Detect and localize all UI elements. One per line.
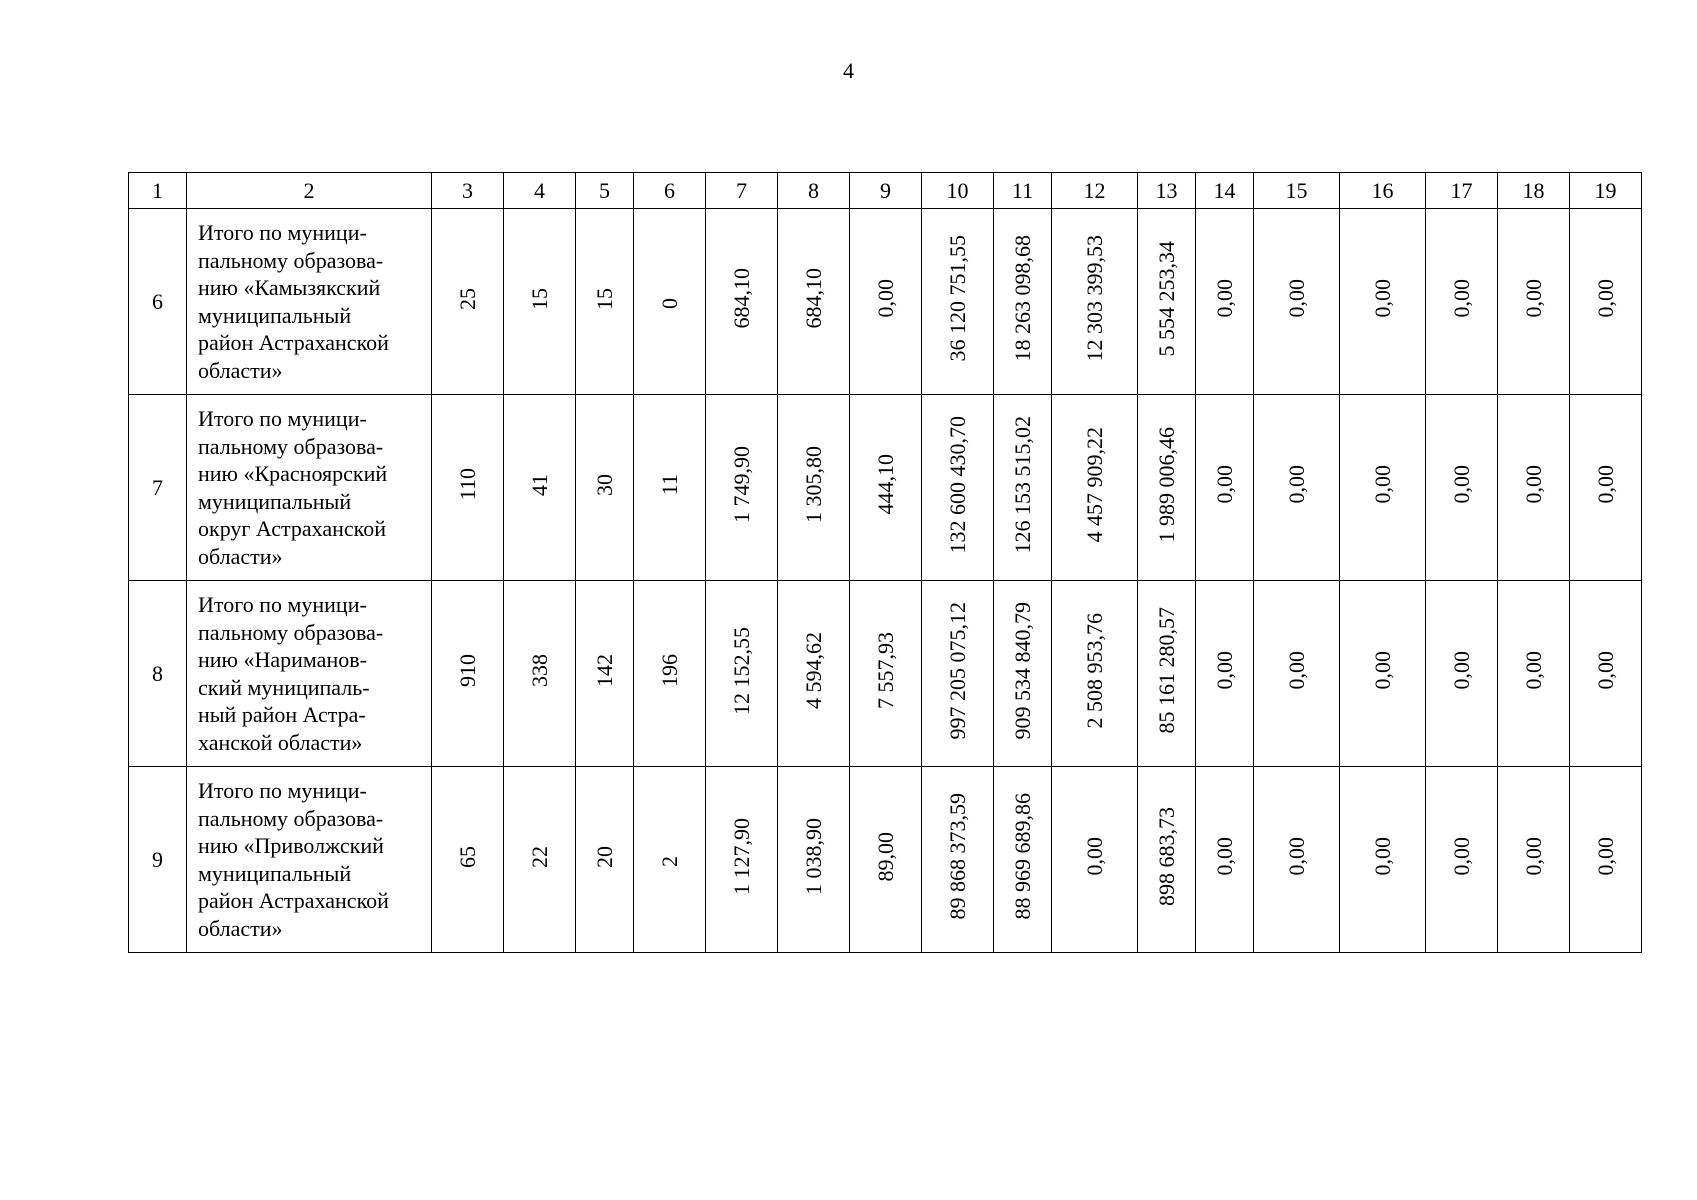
cell-value: 20 bbox=[591, 845, 617, 868]
municipality-name-cell bbox=[187, 395, 432, 581]
cell-value: 110 bbox=[454, 468, 480, 501]
cell-value: 0,00 bbox=[1369, 837, 1395, 876]
cell-value: 1 305,80 bbox=[800, 446, 826, 523]
cell-value: 684,10 bbox=[800, 268, 826, 329]
municipality-name-line: пальному образова- bbox=[198, 619, 384, 645]
value-cell bbox=[778, 395, 850, 581]
value-cell bbox=[706, 767, 778, 953]
value-cell bbox=[994, 395, 1052, 581]
column-header: 13 bbox=[1138, 173, 1196, 209]
value-cell bbox=[1340, 581, 1426, 767]
cell-value: 0,00 bbox=[1520, 465, 1546, 504]
municipality-name-line: нию «Красноярский bbox=[198, 461, 388, 486]
value-cell bbox=[634, 767, 706, 953]
value-cell bbox=[994, 581, 1052, 767]
value-cell bbox=[432, 581, 504, 767]
column-header: 19 bbox=[1570, 173, 1642, 209]
table-row bbox=[129, 395, 1642, 581]
value-cell bbox=[1052, 767, 1138, 953]
cell-value: 88 969 689,86 bbox=[1009, 793, 1035, 920]
value-cell bbox=[432, 209, 504, 395]
cell-value: 684,10 bbox=[728, 268, 754, 329]
cell-value: 0,00 bbox=[1211, 465, 1237, 504]
column-header: 7 bbox=[706, 173, 778, 209]
row-number: 7 bbox=[129, 395, 187, 581]
column-header: 8 bbox=[778, 173, 850, 209]
value-cell bbox=[994, 209, 1052, 395]
municipality-name-line: муниципальный bbox=[198, 302, 352, 328]
cell-value: 0,00 bbox=[1448, 279, 1474, 318]
column-header: 9 bbox=[850, 173, 922, 209]
cell-value: 997 205 075,12 bbox=[944, 601, 970, 740]
municipality-name-line: ный район Астра- bbox=[198, 702, 366, 727]
cell-value: 132 600 430,70 bbox=[944, 415, 970, 554]
municipality-name-cell bbox=[187, 767, 432, 953]
column-header: 4 bbox=[504, 173, 576, 209]
value-cell bbox=[1196, 395, 1254, 581]
value-cell bbox=[1570, 767, 1642, 953]
value-cell bbox=[1196, 209, 1254, 395]
value-cell bbox=[1138, 395, 1196, 581]
value-cell bbox=[1498, 395, 1570, 581]
value-cell bbox=[850, 767, 922, 953]
page-number: 4 bbox=[843, 58, 854, 83]
cell-value: 41 bbox=[526, 473, 552, 496]
municipality-name-line: пальному образова- bbox=[198, 247, 384, 273]
row-number: 9 bbox=[129, 767, 187, 953]
value-cell bbox=[1254, 395, 1340, 581]
value-cell bbox=[432, 767, 504, 953]
value-cell bbox=[922, 395, 994, 581]
cell-value: 0,00 bbox=[1369, 279, 1395, 318]
cell-value: 444,10 bbox=[872, 454, 898, 515]
cell-value: 15 bbox=[591, 287, 617, 310]
value-cell bbox=[1340, 209, 1426, 395]
cell-value: 0,00 bbox=[1369, 651, 1395, 690]
cell-value: 1 038,90 bbox=[800, 818, 826, 895]
value-cell bbox=[1426, 395, 1498, 581]
column-header: 1 bbox=[129, 173, 187, 209]
value-cell bbox=[1052, 395, 1138, 581]
value-cell bbox=[504, 209, 576, 395]
value-cell bbox=[778, 581, 850, 767]
value-cell bbox=[778, 767, 850, 953]
value-cell bbox=[504, 395, 576, 581]
value-cell bbox=[1498, 581, 1570, 767]
value-cell bbox=[1254, 581, 1340, 767]
municipality-name-cell bbox=[187, 581, 432, 767]
municipality-name-line: Итого по муници- bbox=[198, 592, 367, 617]
municipality-name-line: пальному образова- bbox=[198, 433, 384, 459]
cell-value: 18 263 098,68 bbox=[1009, 235, 1035, 362]
value-cell bbox=[576, 581, 634, 767]
value-cell bbox=[576, 209, 634, 395]
cell-value: 898 683,73 bbox=[1153, 807, 1179, 906]
cell-value: 0,00 bbox=[1592, 279, 1618, 318]
cell-value: 89 868 373,59 bbox=[944, 793, 970, 920]
cell-value: 0,00 bbox=[1592, 465, 1618, 504]
cell-value: 5 554 253,34 bbox=[1153, 240, 1179, 357]
cell-value: 22 bbox=[526, 845, 552, 868]
value-cell bbox=[1498, 767, 1570, 953]
municipality-name-line: пальному образова- bbox=[198, 805, 384, 831]
cell-value: 25 bbox=[454, 287, 480, 310]
column-header: 17 bbox=[1426, 173, 1498, 209]
value-cell bbox=[922, 209, 994, 395]
cell-value: 1 127,90 bbox=[728, 818, 754, 895]
value-cell bbox=[634, 395, 706, 581]
cell-value: 0,00 bbox=[1369, 465, 1395, 504]
cell-value: 0,00 bbox=[1520, 279, 1546, 318]
value-cell bbox=[1570, 581, 1642, 767]
cell-value: 0,00 bbox=[1211, 651, 1237, 690]
cell-value: 196 bbox=[656, 654, 682, 687]
value-cell bbox=[994, 767, 1052, 953]
municipality-name-line: области» bbox=[198, 357, 283, 383]
value-cell bbox=[634, 209, 706, 395]
value-cell bbox=[1340, 395, 1426, 581]
municipality-name-line: Итого по муници- bbox=[198, 220, 367, 245]
value-cell bbox=[432, 395, 504, 581]
table-row bbox=[129, 767, 1642, 953]
municipality-name-line: нию «Приволжский bbox=[198, 833, 384, 858]
cell-value: 36 120 751,55 bbox=[944, 235, 970, 362]
value-cell bbox=[1570, 209, 1642, 395]
value-cell bbox=[1052, 209, 1138, 395]
municipality-name-line: муниципальный bbox=[198, 860, 352, 886]
value-cell bbox=[922, 581, 994, 767]
cell-value: 0,00 bbox=[1520, 651, 1546, 690]
cell-value: 0 bbox=[656, 297, 682, 309]
value-cell bbox=[850, 209, 922, 395]
cell-value: 15 bbox=[526, 287, 552, 310]
value-cell bbox=[1498, 209, 1570, 395]
value-cell bbox=[706, 209, 778, 395]
cell-value: 0,00 bbox=[1520, 837, 1546, 876]
value-cell bbox=[634, 581, 706, 767]
cell-value: 11 bbox=[656, 473, 682, 496]
row-number: 8 bbox=[129, 581, 187, 767]
cell-value: 12 152,55 bbox=[728, 626, 754, 715]
cell-value: 0,00 bbox=[1283, 279, 1309, 318]
value-cell bbox=[1570, 395, 1642, 581]
municipality-name-line: Итого по муници- bbox=[198, 778, 367, 803]
cell-value: 0,00 bbox=[1448, 465, 1474, 504]
municipality-name-line: район Астраханской bbox=[198, 888, 389, 913]
cell-value: 2 bbox=[656, 855, 682, 867]
cell-value: 0,00 bbox=[1592, 651, 1618, 690]
cell-value: 0,00 bbox=[1592, 837, 1618, 876]
cell-value: 65 bbox=[454, 845, 480, 868]
cell-value: 0,00 bbox=[1283, 837, 1309, 876]
value-cell bbox=[850, 395, 922, 581]
municipality-name-line: Итого по муници- bbox=[198, 406, 367, 431]
column-header: 10 bbox=[922, 173, 994, 209]
cell-value: 910 bbox=[454, 654, 480, 687]
cell-value: 7 557,93 bbox=[872, 632, 898, 709]
column-header: 15 bbox=[1254, 173, 1340, 209]
value-cell bbox=[706, 395, 778, 581]
cell-value: 4 457 909,22 bbox=[1081, 426, 1107, 543]
column-header: 12 bbox=[1052, 173, 1138, 209]
data-table bbox=[128, 172, 1642, 953]
municipality-name-line: ский муниципаль- bbox=[198, 674, 370, 700]
column-header: 11 bbox=[994, 173, 1052, 209]
cell-value: 0,00 bbox=[872, 279, 898, 318]
value-cell bbox=[1196, 581, 1254, 767]
value-cell bbox=[576, 395, 634, 581]
value-cell bbox=[1138, 767, 1196, 953]
cell-value: 338 bbox=[526, 654, 552, 687]
column-header: 2 bbox=[187, 173, 432, 209]
cell-value: 12 303 399,53 bbox=[1081, 235, 1107, 362]
value-cell bbox=[1138, 209, 1196, 395]
cell-value: 0,00 bbox=[1081, 837, 1107, 876]
municipality-name-cell bbox=[187, 209, 432, 395]
cell-value: 2 508 953,76 bbox=[1081, 612, 1107, 729]
value-cell bbox=[576, 767, 634, 953]
cell-value: 0,00 bbox=[1448, 651, 1474, 690]
municipality-name-line: области» bbox=[198, 915, 283, 941]
value-cell bbox=[1340, 767, 1426, 953]
cell-value: 85 161 280,57 bbox=[1153, 607, 1179, 734]
cell-value: 1 989 006,46 bbox=[1153, 426, 1179, 543]
cell-value: 0,00 bbox=[1448, 837, 1474, 876]
municipality-name-line: нию «Нариманов- bbox=[198, 647, 367, 672]
column-header: 16 bbox=[1340, 173, 1426, 209]
cell-value: 0,00 bbox=[1283, 465, 1309, 504]
value-cell bbox=[778, 209, 850, 395]
municipality-name-line: округ Астраханской bbox=[198, 516, 387, 541]
cell-value: 30 bbox=[591, 473, 617, 496]
value-cell bbox=[1426, 209, 1498, 395]
column-header: 5 bbox=[576, 173, 634, 209]
cell-value: 1 749,90 bbox=[728, 446, 754, 523]
cell-value: 0,00 bbox=[1211, 837, 1237, 876]
value-cell bbox=[1426, 767, 1498, 953]
value-cell bbox=[850, 581, 922, 767]
value-cell bbox=[504, 581, 576, 767]
value-cell bbox=[1254, 209, 1340, 395]
header-row bbox=[129, 173, 1642, 209]
municipality-name-line: район Астраханской bbox=[198, 330, 389, 355]
column-header: 6 bbox=[634, 173, 706, 209]
cell-value: 142 bbox=[591, 654, 617, 687]
cell-value: 0,00 bbox=[1283, 651, 1309, 690]
table-row bbox=[129, 581, 1642, 767]
value-cell bbox=[1138, 581, 1196, 767]
value-cell bbox=[1426, 581, 1498, 767]
column-header: 18 bbox=[1498, 173, 1570, 209]
cell-value: 0,00 bbox=[1211, 279, 1237, 318]
cell-value: 126 153 515,02 bbox=[1009, 415, 1035, 554]
column-header: 3 bbox=[432, 173, 504, 209]
row-number: 6 bbox=[129, 209, 187, 395]
value-cell bbox=[1052, 581, 1138, 767]
cell-value: 4 594,62 bbox=[800, 632, 826, 709]
value-cell bbox=[922, 767, 994, 953]
column-header: 14 bbox=[1196, 173, 1254, 209]
table-row bbox=[129, 209, 1642, 395]
municipality-name-line: нию «Камызякский bbox=[198, 275, 381, 300]
municipality-name-line: области» bbox=[198, 543, 283, 569]
municipality-name-line: ханской области» bbox=[198, 729, 363, 755]
value-cell bbox=[1196, 767, 1254, 953]
value-cell bbox=[1254, 767, 1340, 953]
municipality-name-line: муниципальный bbox=[198, 488, 352, 514]
cell-value: 909 534 840,79 bbox=[1009, 601, 1035, 740]
cell-value: 89,00 bbox=[872, 831, 898, 882]
value-cell bbox=[504, 767, 576, 953]
value-cell bbox=[706, 581, 778, 767]
